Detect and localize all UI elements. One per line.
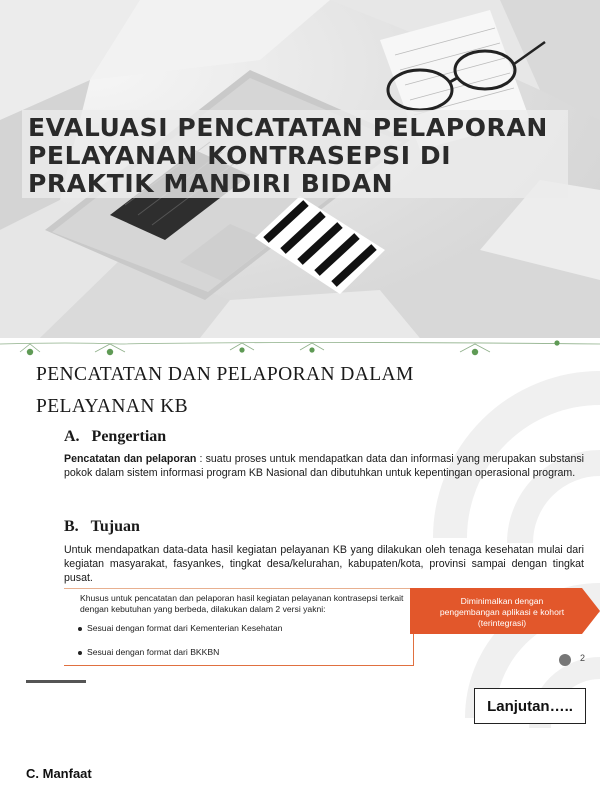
page-indicator-dot [559, 654, 571, 666]
subheading-pengertian: A. Pengertian [64, 428, 167, 445]
definition-text: : suatu proses untuk mendapatkan data dan informasi yang merupakan substansi pokok dalam sistem informasi program KB Nasional dan dibutuhkan untuk kepentingan operasional program. [64, 453, 584, 479]
subheading-tujuan: B. Tujuan [64, 518, 140, 535]
definition-term: Pencatatan dan pelaporan [64, 453, 197, 465]
title-line-1: EVALUASI PENCATATAN PELAPORAN [28, 113, 548, 142]
versions-note-text: Khusus untuk pencatatan dan pelaporan hasil kegiatan pelayanan kontrasepsi terkait dengan kebutuhan yang berbeda, dilakukan dalam 2 versi yakni: [80, 593, 404, 614]
section-heading-line-1: PENCATATAN DAN PELAPORAN DALAM [36, 364, 414, 385]
bullet-item-kemenkes [78, 623, 282, 633]
definition-paragraph [64, 452, 584, 480]
cover-photo [0, 0, 600, 338]
section-heading-line-2: PELAYANAN KB [36, 396, 188, 417]
slide-2 [0, 338, 600, 800]
bullet-text: Sesuai dengan format dari BKKBN [87, 647, 220, 657]
callout-text: Diminimalkan dengan pengembangan aplikasi e kohort (terintegrasi) [439, 596, 565, 628]
purpose-paragraph: Untuk mendapatkan data-data hasil kegiatan pelayanan KB yang dilakukan oleh tenaga kesehatan mulai dari kegiatan masyarakat, fasyankes, tingkat desa/kelurahan, kabupaten/kota, provinsi sampai dengan tingkat pusat. [64, 544, 584, 584]
title-banner [22, 110, 568, 198]
bullet-item-bkkbn [78, 647, 219, 657]
title-line-2: PELAYANAN KONTRASEPSI DI [28, 141, 452, 170]
divider-line [26, 680, 86, 683]
bullet-dot-icon [78, 627, 82, 631]
versions-note-box [64, 588, 414, 666]
next-section-title: C. Manfaat [26, 766, 92, 781]
title-line-3: PRAKTIK MANDIRI BIDAN [28, 169, 394, 198]
bullet-dot-icon [78, 651, 82, 655]
continue-button[interactable]: Lanjutan….. [474, 688, 586, 724]
bullet-text: Sesuai dengan format dari Kementerian Kesehatan [87, 623, 283, 633]
page-number: 2 [580, 653, 586, 663]
